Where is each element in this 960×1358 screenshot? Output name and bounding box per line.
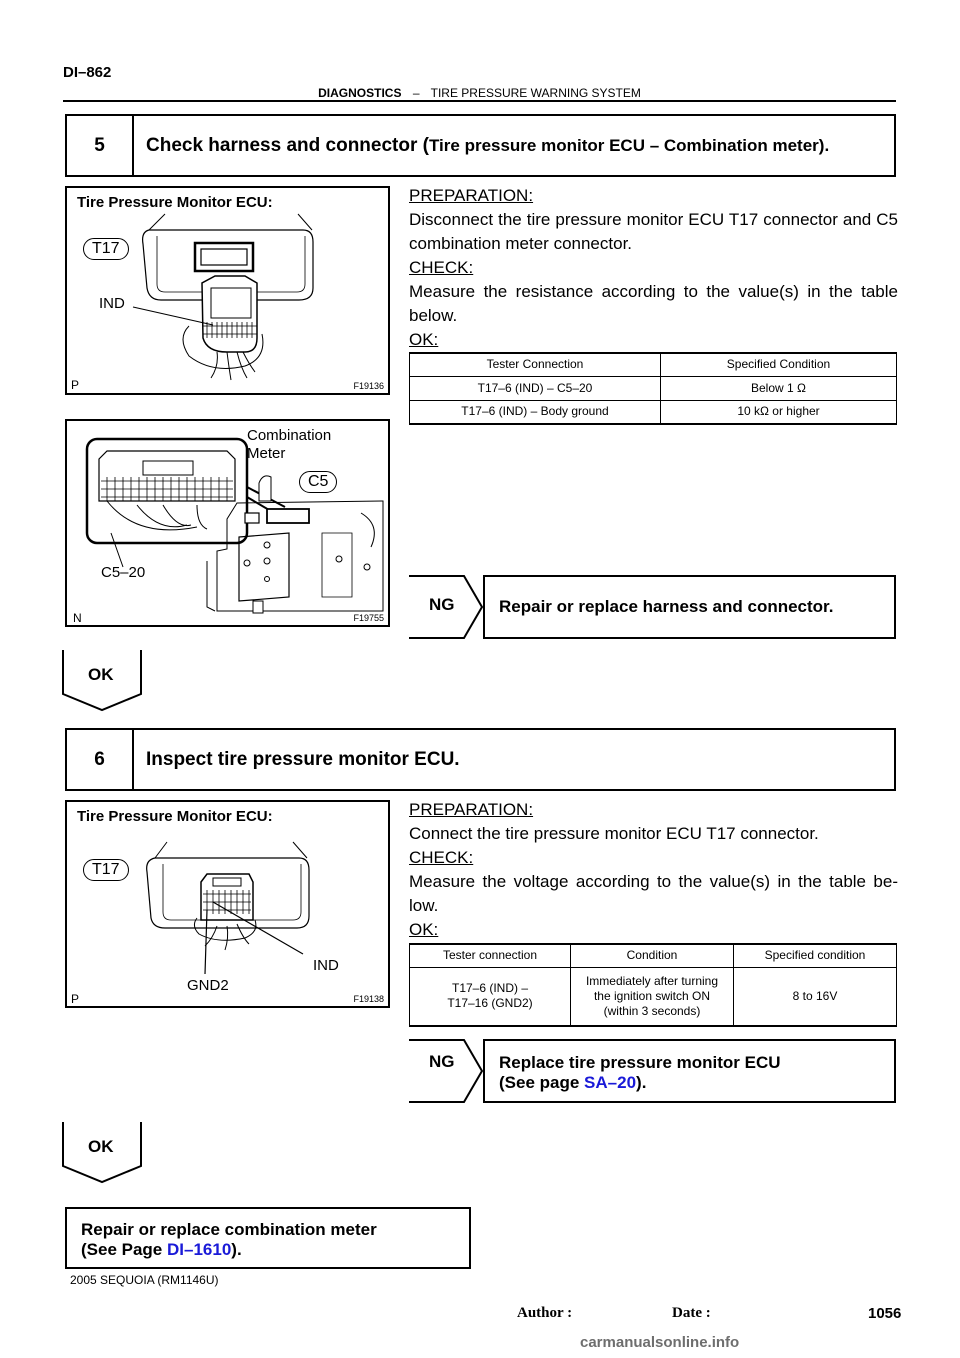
connector-callout-c5: C5 (299, 471, 337, 493)
figure-code: F19755 (353, 613, 384, 623)
table-cell: T17–6 (IND) – Body ground (410, 400, 661, 424)
final-ref-suffix: ). (231, 1240, 242, 1259)
figure-letter: P (71, 992, 80, 1006)
step-5-spec-table (409, 352, 897, 425)
final-result-box (65, 1207, 471, 1269)
pin-callout-ind: IND (99, 295, 125, 312)
pin-callout-gnd2: GND2 (187, 977, 229, 994)
ok-label: OK (88, 1137, 114, 1156)
table-cell (571, 967, 734, 1026)
table-cell: 10 kΩ or higher (661, 400, 897, 424)
cell-line: T17–6 (IND) – (451, 981, 529, 996)
step-6-number: 6 (94, 748, 105, 770)
figure-code: F19136 (353, 381, 384, 391)
pin-callout-ind: IND (313, 957, 339, 974)
step-5-title-small: Tire pressure monitor ECU – Combination meter). (428, 135, 830, 155)
ecu-connector-illustration (67, 802, 388, 1006)
page-id: DI–862 (63, 64, 112, 81)
footer-model: 2005 SEQUOIA (RM1146U) (70, 1273, 219, 1287)
header-rule (63, 100, 896, 102)
figure-ecu-voltage (65, 800, 390, 1008)
table-cell (410, 967, 571, 1026)
ng-result-text: Repair or replace harness and connector. (499, 597, 834, 616)
running-header (63, 86, 896, 100)
figure-code: F19138 (353, 994, 384, 1004)
ng-result-line-2 (499, 1073, 646, 1093)
ng-result-line-1: Replace tire pressure monitor ECU (499, 1053, 781, 1072)
step-5-header (65, 114, 896, 177)
preparation-heading: PREPARATION: (409, 800, 534, 819)
cell-line: (within 3 seconds) (603, 1003, 701, 1018)
ok-arrow (62, 650, 144, 717)
ng-result-box (483, 1039, 896, 1103)
ok-label: OK (88, 665, 114, 684)
ng-result-box (483, 575, 896, 639)
step-6-title: Inspect tire pressure monitor ECU. (146, 748, 460, 770)
table-header: Tester Connection (410, 353, 661, 376)
cell-line: the ignition switch ON (593, 988, 711, 1003)
meter-connector-illustration (67, 421, 388, 625)
step-6-instructions (409, 798, 898, 942)
connector-callout-t17: T17 (83, 859, 129, 881)
ecu-connector-illustration (67, 188, 388, 393)
pin-callout-c5-20: C5–20 (101, 564, 146, 581)
footer-author-label: Author : (517, 1305, 573, 1321)
preparation-heading: PREPARATION: (409, 186, 534, 205)
ng-arrow (409, 575, 487, 644)
figure-ecu-connector (65, 186, 390, 395)
check-text: Measure the voltage according to the value(s) in the table be- low. (409, 872, 898, 915)
ng-label: NG (429, 1052, 455, 1071)
check-heading: CHECK: (409, 848, 474, 867)
step-5-instructions (409, 184, 898, 352)
table-header: Tester connection (410, 944, 571, 967)
figure-letter: P (71, 378, 80, 392)
cell-line: Immediately after turning (585, 973, 719, 988)
preparation-text: Connect the tire pressure monitor ECU T17 connector. (409, 824, 819, 843)
ng-ref-prefix: (See page (499, 1073, 585, 1092)
figure-combination-meter (65, 419, 390, 627)
table-header: Specified Condition (661, 353, 897, 376)
figure-ecu-label: Tire Pressure Monitor ECU: (77, 194, 273, 211)
step-6-spec-table (409, 943, 897, 1027)
header-separator: – (412, 86, 420, 100)
connector-callout-t17: T17 (83, 238, 129, 260)
table-cell: 8 to 16V (734, 967, 897, 1026)
step-6-header (65, 728, 896, 791)
final-result-line-1: Repair or replace combination meter (81, 1220, 377, 1239)
ng-arrow (409, 1039, 487, 1108)
step-5-title-main: Check harness and connector ( (146, 134, 429, 156)
ok-arrow (62, 1122, 144, 1189)
ok-heading: OK: (409, 920, 439, 939)
figure-meter-label-1: Combination (247, 427, 332, 444)
watermark: carmanualsonline.info (580, 1334, 740, 1351)
page-link-di-1610[interactable]: DI–1610 (167, 1240, 232, 1259)
ok-heading: OK: (409, 330, 439, 349)
figure-ecu-label: Tire Pressure Monitor ECU: (77, 808, 273, 825)
preparation-text: Disconnect the tire pressure monitor ECU T17 connector and C5 combination meter connector. (409, 210, 898, 253)
ng-ref-suffix: ). (636, 1073, 647, 1092)
check-heading: CHECK: (409, 258, 474, 277)
footer-date-label: Date : (672, 1305, 711, 1321)
table-header: Condition (571, 944, 734, 967)
final-ref-prefix: (See Page (81, 1240, 167, 1259)
table-cell: Below 1 Ω (661, 376, 897, 400)
page-number: 1056 (868, 1305, 902, 1322)
final-result-line-2 (81, 1240, 242, 1260)
header-section: DIAGNOSTICS (318, 86, 402, 100)
step-5-title (134, 135, 829, 157)
figure-meter-label-2: Meter (247, 445, 286, 462)
step-5-number: 5 (94, 134, 105, 156)
cell-line: T17–16 (GND2) (447, 996, 533, 1011)
figure-letter: N (73, 611, 82, 625)
check-text: Measure the resistance according to the value(s) in the table below. (409, 282, 898, 325)
ng-label: NG (429, 595, 455, 614)
page-link-sa-20[interactable]: SA–20 (584, 1073, 637, 1092)
header-subsection: TIRE PRESSURE WARNING SYSTEM (430, 86, 641, 100)
table-cell: T17–6 (IND) – C5–20 (410, 376, 661, 400)
table-header: Specified condition (734, 944, 897, 967)
